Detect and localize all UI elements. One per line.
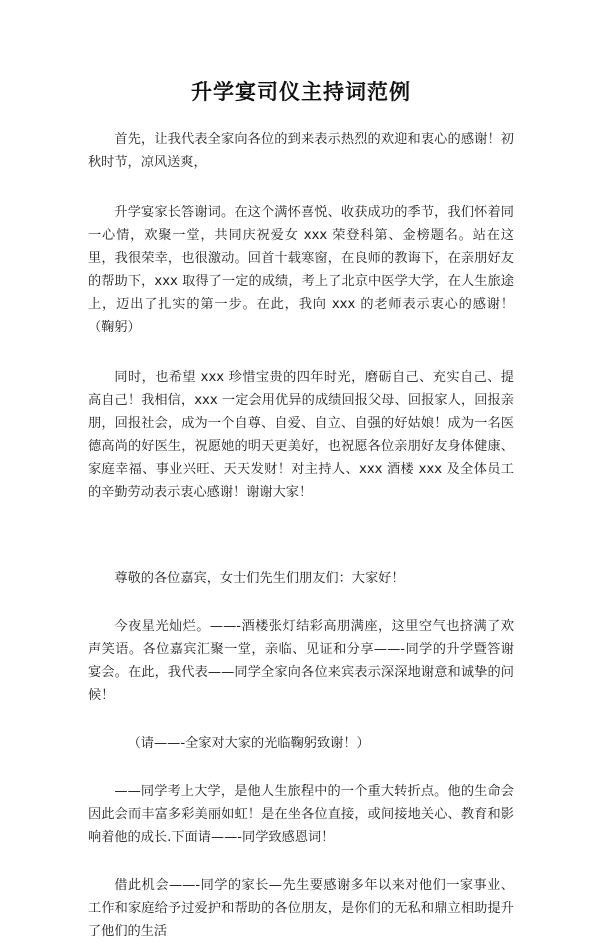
paragraph-spacer bbox=[88, 849, 514, 874]
paragraph-opening: 首先，让我代表全家向各位的到来表示热烈的欢迎和衷心的感谢！初秋时节，凉风送爽， bbox=[88, 132, 514, 170]
paragraph-spacer bbox=[88, 707, 514, 732]
paragraph-tonight: 今夜星光灿烂。——-酒楼张灯结彩高朋满座，这里空气也挤满了欢声笑语。各位嘉宾汇聚一堂，亲临、见证和分享——-同学的升学暨答谢宴会。在此，我代表——同学全家向各位来宾表示深深地谢意和诚挚的问候！ bbox=[88, 619, 514, 703]
paragraph-greeting: 尊敬的各位嘉宾，女士们先生们朋友们：大家好！ bbox=[114, 571, 405, 586]
paragraph-parent-thanks: 升学宴家长答谢词。在这个满怀喜悦、收获成功的季节，我们怀着同一心情，欢聚一堂，共同庆祝爱女 xxx 荣登科第、金榜题名。站在这里，我很荣幸，也很激动。回首十载寒窗，在良师的教诲下，在亲朋好友的帮助下，xxx 取得了一定的成绩，考上了北京中医学大学，在人生旅途上，迈出了扎实的第一步。在此，我向 xxx 的老师表示衷心的感谢！（鞠躬） bbox=[88, 205, 514, 335]
paragraph-spacer bbox=[88, 755, 514, 780]
paragraph-spacer bbox=[88, 339, 514, 366]
paragraph-closing: 借此机会——-同学的家长—先生要感谢多年以来对他们一家事业、工作和家庭给予过爱护和帮助的各位朋友，是你们的无私和鼎立相助提升了他们的生活 bbox=[88, 878, 514, 939]
paragraph-spacer bbox=[88, 590, 514, 615]
document-title: 升学宴司仪主持词范例 bbox=[191, 80, 411, 104]
paragraph-spacer bbox=[88, 174, 514, 201]
section-spacer bbox=[88, 504, 514, 567]
paragraph-bow-note: （请——-全家对大家的光临鞠躬致谢！） bbox=[127, 736, 370, 751]
paragraph-wishes: 同时，也希望 xxx 珍惜宝贵的四年时光，磨砺自己、充实自己、提高自己！我相信，xxx 一定会用优异的成绩回报父母、回报家人，回报亲朋，回报社会，成为一个自尊、自爱、自立、自强的好姑娘！成为一名医德高尚的好医生，祝愿她的明天更美好，也祝愿各位亲朋好友身体健康、家庭幸福、事业兴旺、天天发财！对主持人、xxx 酒楼 xxx 及全体员工的辛勤劳动表示衷心感谢！谢谢大家！ bbox=[88, 370, 514, 500]
paragraph-turning-point: ——同学考上大学，是他人生旅程中的一个重大转折点。他的生命会因此会而丰富多彩美丽如虹！是在坐各位直接，或间接地关心、教育和影响着他的成长.下面请——-同学致感恩词！ bbox=[88, 784, 514, 845]
